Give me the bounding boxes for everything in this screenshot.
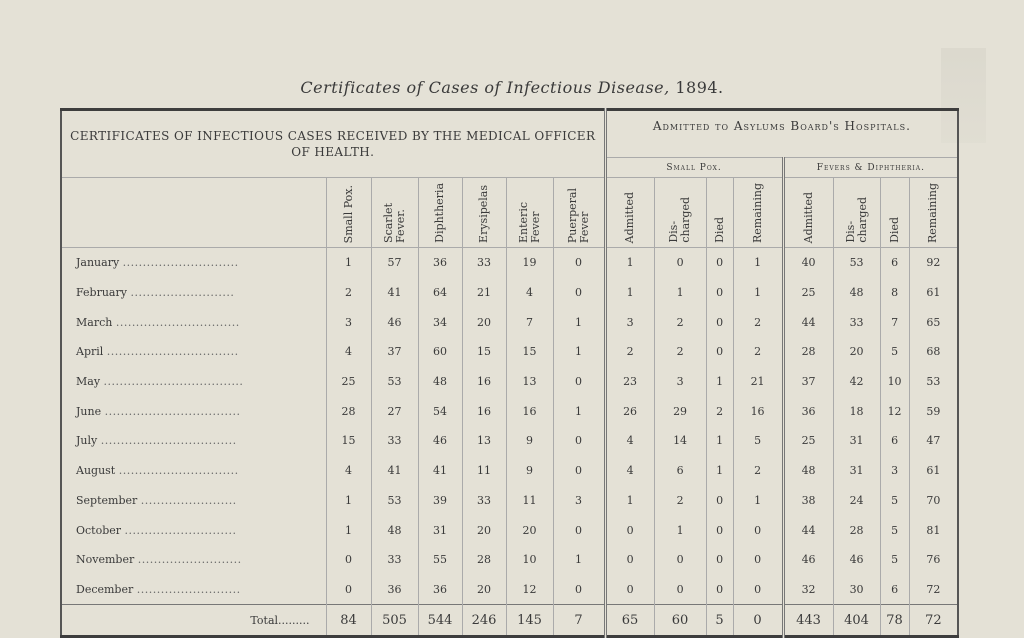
table-cell: 2 [654,337,706,367]
title-text: Certificates of Cases of Infectious Disease, [300,78,670,97]
col-header-small-pox: Small Pox. [341,184,355,243]
table-cell: 48 [371,515,418,545]
table-cell: 6 [654,456,706,486]
table-cell: 1 [326,515,371,545]
total-cell: 7 [553,605,605,637]
month-name: April [76,345,104,359]
table-cell: 41 [371,456,418,486]
table-cell: 60 [418,337,462,367]
table-cell: 0 [706,337,733,367]
table-cell: 47 [909,426,958,456]
table-cell: 0 [654,248,706,278]
leader-dots: ................................. [106,345,239,359]
month-cell [61,367,326,397]
fevers-group-header: Fevers & Diphtheria. [783,158,958,178]
table-cell: 37 [783,367,833,397]
table-cell: 0 [605,575,654,605]
table-cell: 27 [371,396,418,426]
total-cell: 65 [605,605,654,637]
month-name: March [76,315,113,329]
table-cell: 2 [733,456,783,486]
table-cell: 0 [553,515,605,545]
total-cell: 443 [783,605,833,637]
table-cell: 36 [418,248,462,278]
table-cell: 4 [326,337,371,367]
table-cell: 7 [506,307,553,337]
total-cell: 505 [371,605,418,637]
table-row [61,426,958,456]
month-cell [61,337,326,367]
month-name: July [76,434,98,448]
table-cell: 2 [654,307,706,337]
table-body [61,248,958,637]
table-cell: 24 [833,486,880,516]
table-row [61,545,958,575]
month-name: June [76,404,102,418]
table-cell: 25 [783,278,833,308]
table-cell: 5 [880,545,909,575]
table-cell: 0 [553,367,605,397]
month-name: December [76,582,134,596]
table-cell: 4 [605,426,654,456]
table-cell: 30 [833,575,880,605]
table-cell: 5 [733,426,783,456]
admitted-header: Admitted to Asylums Board's Hospitals. [605,110,958,158]
table-cell: 31 [418,515,462,545]
table-cell: 20 [462,575,506,605]
table-cell: 31 [833,426,880,456]
month-cell [61,278,326,308]
table-cell: 33 [371,545,418,575]
table-cell: 1 [706,426,733,456]
title-year: 1894. [675,78,724,97]
table-cell: 81 [909,515,958,545]
table-row [61,337,958,367]
certificates-header: CERTIFICATES OF INFECTIOUS CASES RECEIVED BY THE MEDICAL OFFICER OF HEALTH. [61,110,605,178]
table-cell: 20 [462,515,506,545]
total-cell: 60 [654,605,706,637]
table-cell: 70 [909,486,958,516]
table-cell: 16 [462,367,506,397]
table-cell: 20 [833,337,880,367]
table-cell: 55 [418,545,462,575]
table-cell: 3 [326,307,371,337]
table-cell: 0 [733,575,783,605]
col-header-enteric-fever: Enteric Fever [516,202,542,243]
table-cell: 9 [506,426,553,456]
table-cell: 36 [418,575,462,605]
table-cell: 33 [371,426,418,456]
table-cell: 1 [654,515,706,545]
month-column-header [61,178,326,248]
table-cell: 40 [783,248,833,278]
table-row [61,278,958,308]
table-cell: 10 [506,545,553,575]
table-row [61,396,958,426]
table-cell: 25 [783,426,833,456]
table-cell: 26 [605,396,654,426]
table-cell: 57 [371,248,418,278]
table-cell: 48 [783,456,833,486]
table-cell: 28 [326,396,371,426]
table-cell: 1 [553,396,605,426]
table-cell: 14 [654,426,706,456]
col-header-puerperal-fever: Puerperal Fever [565,187,591,243]
col-header-sp-admitted: Admitted [623,191,637,243]
table-cell: 1 [605,248,654,278]
total-row [61,605,958,637]
total-label: Total......... [61,605,326,637]
col-header-sp-remaining: Remaining [750,182,764,243]
table-cell: 1 [733,278,783,308]
table-cell: 15 [326,426,371,456]
table-cell: 23 [605,367,654,397]
table-cell: 33 [462,248,506,278]
table-cell: 6 [880,575,909,605]
table-cell: 39 [418,486,462,516]
month-name: September [76,493,138,507]
table-cell: 3 [654,367,706,397]
table-cell: 36 [783,396,833,426]
total-cell: 145 [506,605,553,637]
table-cell: 9 [506,456,553,486]
leader-dots: .................................. [100,434,237,448]
table-cell: 2 [605,337,654,367]
leader-dots: ............................... [115,315,240,329]
table-row [61,307,958,337]
table-cell: 16 [462,396,506,426]
table-cell: 64 [418,278,462,308]
table-cell: 46 [833,545,880,575]
table-cell: 0 [553,248,605,278]
col-header-fd-discharged: Dis- charged [843,197,869,243]
table-row [61,456,958,486]
table-cell: 61 [909,456,958,486]
table-cell: 59 [909,396,958,426]
table-cell: 8 [880,278,909,308]
total-cell: 84 [326,605,371,637]
total-cell: 544 [418,605,462,637]
total-cell: 5 [706,605,733,637]
leader-dots: ................................... [103,375,244,389]
leader-dots: ........................ [140,493,237,507]
table-cell: 0 [706,307,733,337]
table-cell: 7 [880,307,909,337]
table-row [61,248,958,278]
table-cell: 0 [654,545,706,575]
table-cell: 3 [605,307,654,337]
table-cell: 36 [371,575,418,605]
month-name: November [76,553,135,567]
table-cell: 28 [783,337,833,367]
page-title [0,78,1024,97]
col-header-sp-died: Died [712,217,726,243]
col-header-fd-died: Died [887,217,901,243]
table-cell: 2 [706,396,733,426]
total-cell: 246 [462,605,506,637]
table-cell: 6 [880,248,909,278]
table-cell: 76 [909,545,958,575]
table-cell: 46 [371,307,418,337]
leader-dots: .............................. [118,464,239,478]
month-name: February [76,286,127,300]
table-row [61,515,958,545]
table-cell: 0 [706,278,733,308]
table-cell: 1 [605,278,654,308]
table-cell: 53 [371,367,418,397]
table-cell: 1 [706,456,733,486]
table-cell: 4 [605,456,654,486]
table-cell: 5 [880,337,909,367]
table-cell: 65 [909,307,958,337]
table-cell: 1 [605,486,654,516]
table-cell: 0 [553,426,605,456]
table-cell: 5 [880,486,909,516]
total-cell: 78 [880,605,909,637]
table-cell: 2 [654,486,706,516]
leader-dots: .................................. [104,404,241,418]
table-cell: 12 [880,396,909,426]
month-cell [61,575,326,605]
table-cell: 0 [553,456,605,486]
table-cell: 41 [418,456,462,486]
table-cell: 4 [506,278,553,308]
table-cell: 0 [553,575,605,605]
col-header-diphtheria: Diphtheria [433,183,446,243]
table-cell: 37 [371,337,418,367]
table-cell: 48 [418,367,462,397]
table-cell: 0 [654,575,706,605]
table-cell: 72 [909,575,958,605]
leader-dots: ............................. [122,256,239,270]
table-cell: 6 [880,426,909,456]
table-cell: 0 [706,248,733,278]
small-pox-group-header: Small Pox. [605,158,783,178]
table-cell: 0 [706,545,733,575]
table-cell: 29 [654,396,706,426]
table-cell: 21 [462,278,506,308]
table-cell: 0 [706,486,733,516]
month-cell [61,307,326,337]
table-cell: 42 [833,367,880,397]
total-cell: 0 [733,605,783,637]
table-cell: 2 [733,307,783,337]
month-cell [61,426,326,456]
table-cell: 0 [326,575,371,605]
month-cell [61,486,326,516]
total-cell: 72 [909,605,958,637]
table-cell: 16 [733,396,783,426]
table-cell: 53 [833,248,880,278]
table-cell: 46 [783,545,833,575]
table-cell: 16 [506,396,553,426]
table-cell: 0 [733,515,783,545]
table-cell: 34 [418,307,462,337]
month-name: October [76,523,122,537]
table-cell: 1 [733,248,783,278]
table-cell: 41 [371,278,418,308]
table-cell: 1 [553,337,605,367]
table-cell: 38 [783,486,833,516]
table-row [61,486,958,516]
table-cell: 0 [553,278,605,308]
table-cell: 33 [833,307,880,337]
table-cell: 0 [605,515,654,545]
table-cell: 28 [462,545,506,575]
month-cell [61,515,326,545]
table-cell: 1 [326,486,371,516]
month-cell [61,396,326,426]
total-cell: 404 [833,605,880,637]
table-row [61,575,958,605]
table-cell: 1 [326,248,371,278]
table-cell: 53 [371,486,418,516]
table-cell: 15 [462,337,506,367]
table-cell: 48 [833,278,880,308]
leader-dots: .......................... [136,582,241,596]
col-header-scarlet-fever: Scarlet Fever. [381,203,407,243]
table-cell: 1 [733,486,783,516]
table-cell: 5 [880,515,909,545]
table-cell: 44 [783,515,833,545]
table-cell: 25 [326,367,371,397]
col-header-sp-discharged: Dis- charged [667,197,693,243]
table-cell: 33 [462,486,506,516]
col-header-erysipelas: Erysipelas [477,185,490,243]
leader-dots: .......................... [137,553,242,567]
table-cell: 11 [462,456,506,486]
table-cell: 3 [880,456,909,486]
col-header-fd-remaining: Remaining [926,182,940,243]
table-cell: 0 [605,545,654,575]
table-cell: 20 [506,515,553,545]
month-cell [61,248,326,278]
table-cell: 12 [506,575,553,605]
table-cell: 44 [783,307,833,337]
table-cell: 4 [326,456,371,486]
table-cell: 31 [833,456,880,486]
table-cell: 32 [783,575,833,605]
month-name: August [76,464,116,478]
table-cell: 1 [654,278,706,308]
table-cell: 21 [733,367,783,397]
table-cell: 68 [909,337,958,367]
table-cell: 0 [326,545,371,575]
table-cell: 61 [909,278,958,308]
table-cell: 2 [326,278,371,308]
table-cell: 11 [506,486,553,516]
table-cell: 1 [706,367,733,397]
table-cell: 1 [553,307,605,337]
table-cell: 28 [833,515,880,545]
month-cell [61,456,326,486]
table-cell: 0 [706,575,733,605]
table-cell: 13 [462,426,506,456]
table-cell: 3 [553,486,605,516]
infectious-disease-table [60,108,959,638]
table-cell: 53 [909,367,958,397]
table-row [61,367,958,397]
table-cell: 1 [553,545,605,575]
col-header-fd-admitted: Admitted [801,191,815,243]
table-cell: 2 [733,337,783,367]
table-cell: 46 [418,426,462,456]
table-cell: 10 [880,367,909,397]
month-name: January [76,256,120,270]
month-cell [61,545,326,575]
table-cell: 19 [506,248,553,278]
table-cell: 92 [909,248,958,278]
table-cell: 20 [462,307,506,337]
table-cell: 13 [506,367,553,397]
table-cell: 15 [506,337,553,367]
table-cell: 54 [418,396,462,426]
table-cell: 0 [706,515,733,545]
table-cell: 0 [733,545,783,575]
leader-dots: .......................... [130,286,235,300]
leader-dots: ............................ [124,523,237,537]
month-name: May [76,375,101,389]
table-cell: 18 [833,396,880,426]
